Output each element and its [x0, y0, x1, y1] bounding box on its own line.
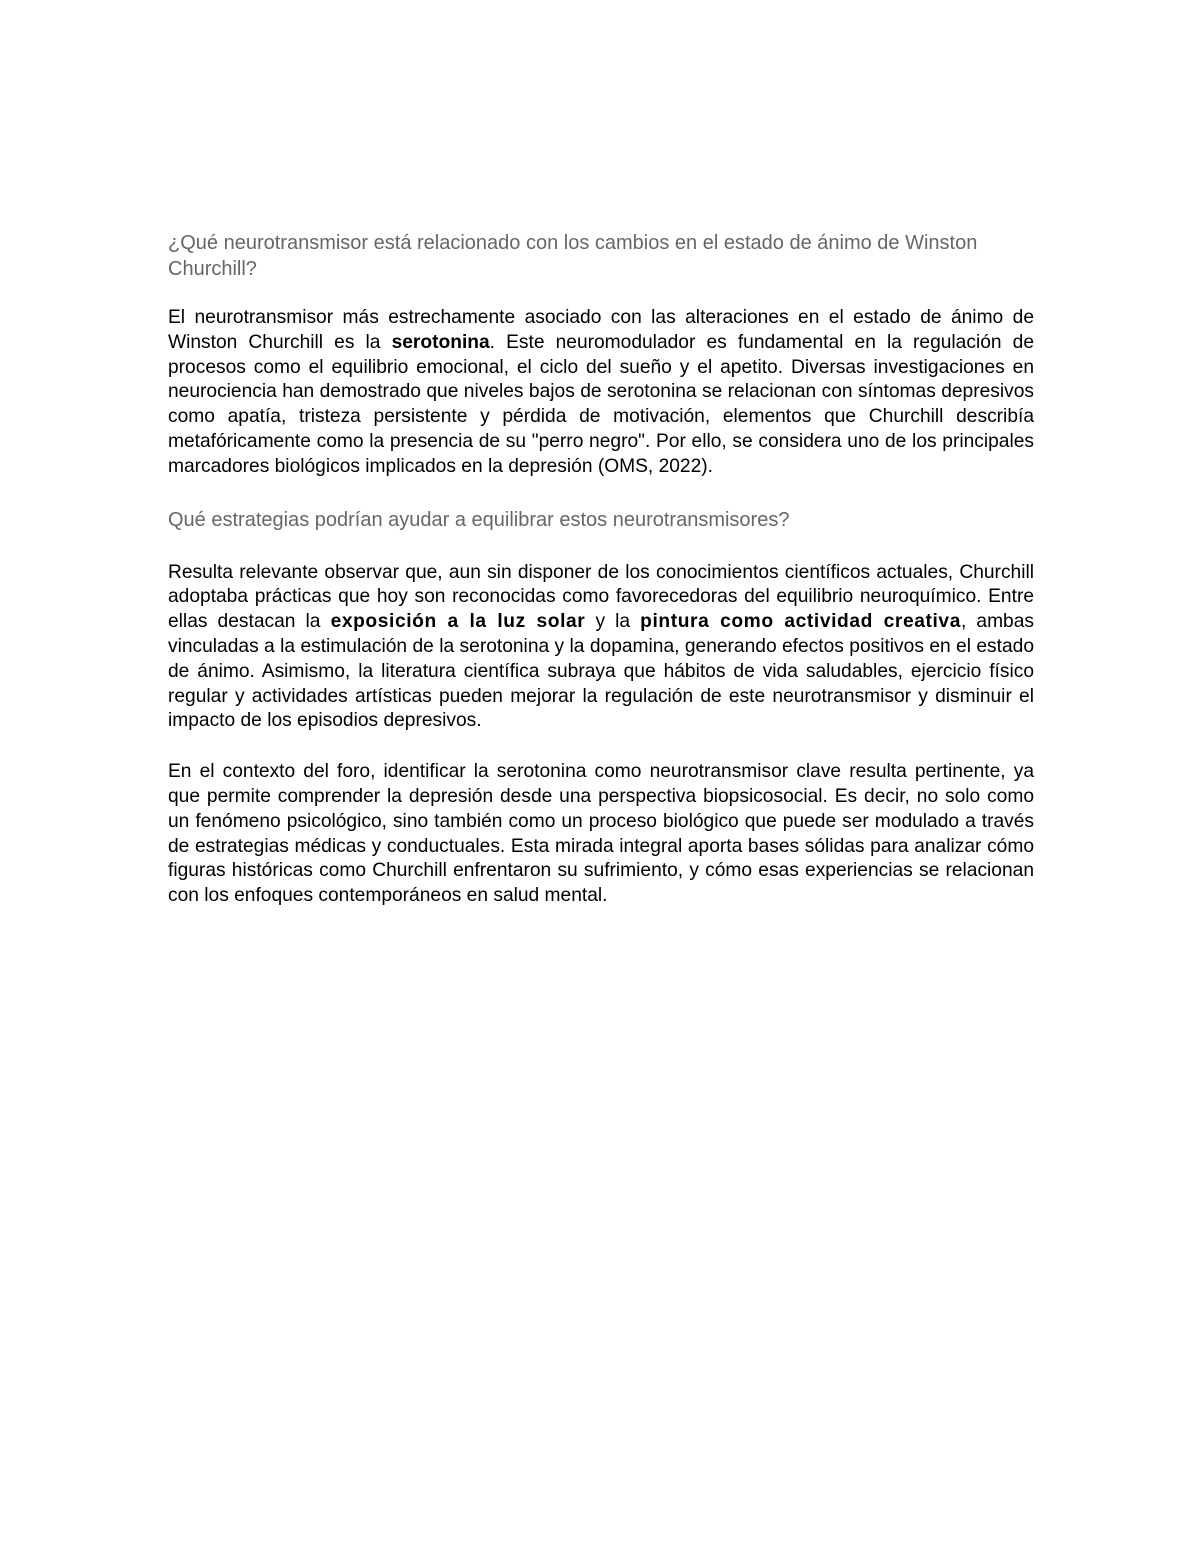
bold-term-sun-exposure: exposición a la luz solar — [330, 611, 586, 633]
paragraph-1-text-end: . Este neuromodulador es fundamental en la regulación de procesos como el equilibrio emocional, el ciclo del sueño y el apetito. Diversas investigaciones en neurociencia han demostrado que niveles bajos de serotonina se relacionan con síntomas depresivos como apatía, tristeza persistente y pérdida de motivación, elementos que Churchill describía metafóricamente como la presencia de su "perro negro". Por ello, se considera uno de los principales marcadores biológicos implicados en la depresión (OMS, 2022). — [168, 331, 1034, 477]
question-heading-2: Qué estrategias podrían ayudar a equilibrar estos neurotransmisores? — [168, 508, 790, 531]
paragraph-2-text-part-3: , ambas vinculadas a la estimulación de la serotonina y la dopamina, generando efectos positivos en el estado de ánimo. Asimismo, la literatura científica subraya que hábitos de vida saludables, ejercicio físico regular y actividades artísticas pueden mejorar la regulación de este neurotransmisor y disminuir el impacto de los episodios depresivos. — [168, 611, 1034, 732]
conclusion-paragraph: En el contexto del foro, identificar la serotonina como neurotransmisor clave resulta pertinente, ya que permite comprender la depresión desde una perspectiva biopsicosocial. Es decir, no solo como un fenómeno psicológico, sino también como un proceso biológico que puede ser modulado a través de estrategias médicas y conductuales. Esta mirada integral aporta bases sólidas para analizar cómo figuras históricas como Churchill enfrentaron su sufrimiento, y cómo esas experiencias se relacionan con los enfoques contemporáneos en salud mental. — [168, 761, 1034, 907]
paragraph-1-text-start: El neurotransmisor más estrechamente asociado con las alteraciones en el estado de ánimo de Winston Churchill es la — [168, 307, 1034, 353]
question-heading-1: ¿Qué neurotransmisor está relacionado con los cambios en el estado de ánimo de Winston Churchill? — [168, 232, 978, 280]
paragraph-2-text-part-2: y la — [585, 611, 641, 633]
document-body — [168, 230, 1034, 909]
answer-paragraph-1 — [168, 306, 1034, 480]
bold-term-serotonina: serotonina — [391, 331, 490, 353]
bold-term-painting: pintura como actividad creativa — [640, 611, 961, 633]
paragraph-2-text-part-1: Resulta relevante observar que, aun sin disponer de los conocimientos científicos actuales, Churchill adoptaba prácticas que hoy son reconocidas como favorecedoras del equilibrio neuroquímico. Entre ellas destacan la — [168, 561, 1034, 633]
answer-paragraph-2 — [168, 561, 1034, 735]
